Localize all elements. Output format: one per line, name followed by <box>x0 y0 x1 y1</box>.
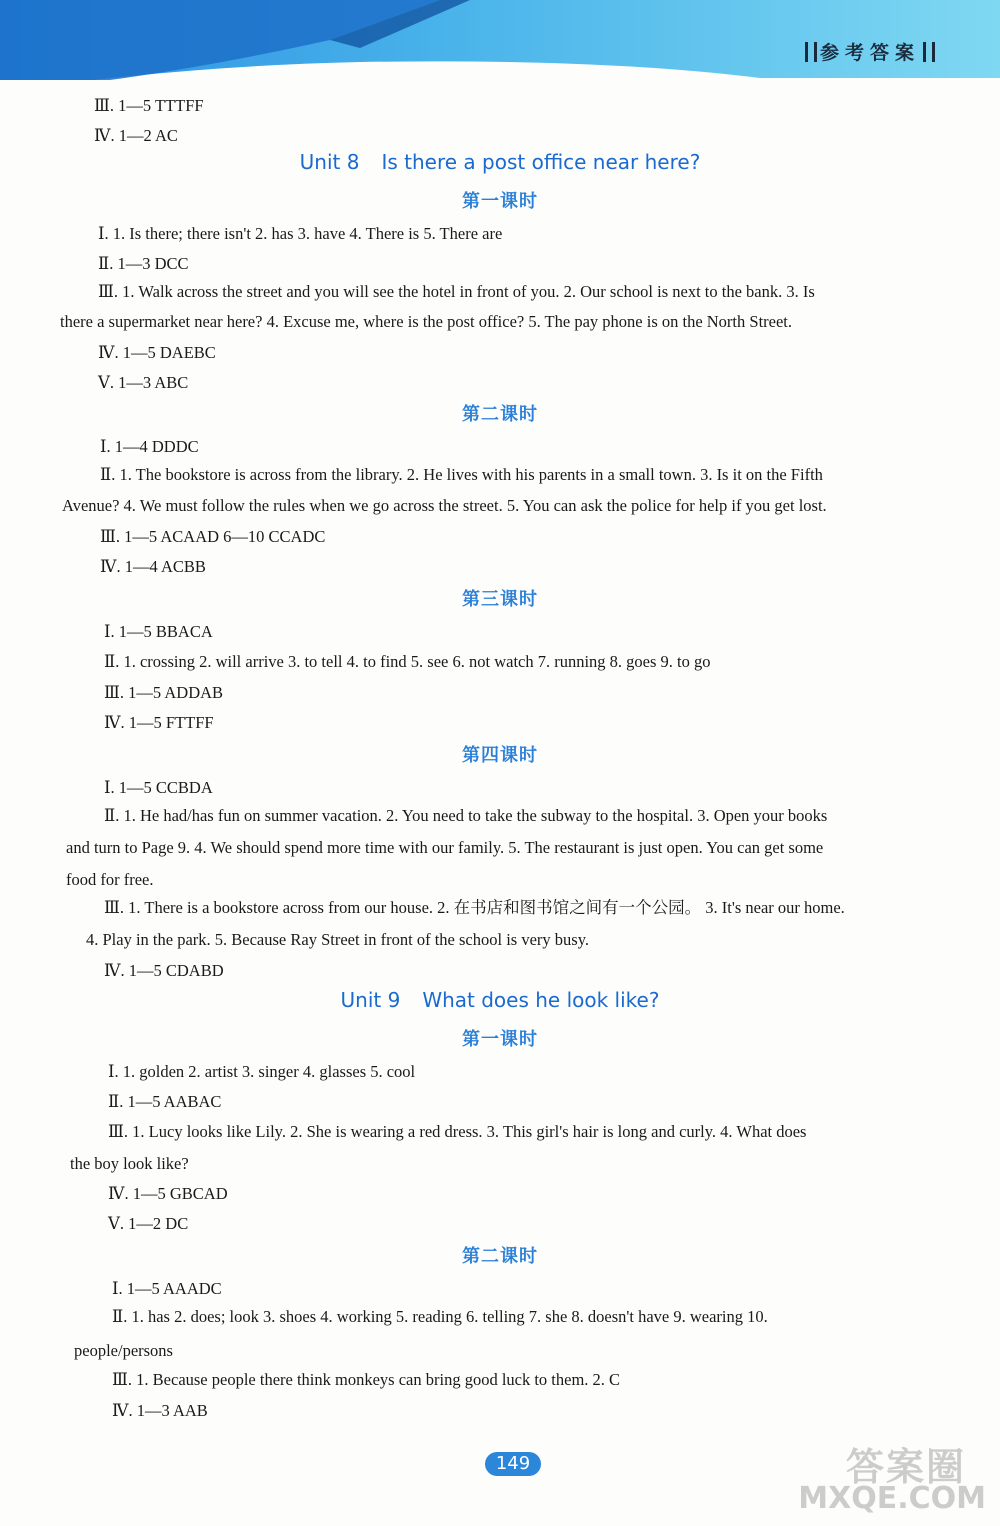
watermark-url: MXQE.COM <box>798 1481 986 1516</box>
lesson-heading: 第三课时 <box>462 589 538 610</box>
answer-line: Ⅲ. 1. Because people there think monkeys can bring good luck to them. 2. C <box>112 1370 621 1389</box>
answer-line: food for free. <box>66 870 154 889</box>
unit-name: Is there a post office near here? <box>381 150 701 174</box>
answer-line: Ⅳ. 1—5 GBCAD <box>108 1184 228 1203</box>
answer-line: Ⅲ. 1. Walk across the street and you will see the hotel in front of you. 2. Our school is next to the bank. 3. Is <box>98 282 815 301</box>
answer-line: Ⅱ. 1. has 2. does; look 3. shoes 4. working 5. reading 6. telling 7. she 8. doesn't have 9. wearing 10. <box>112 1307 768 1326</box>
watermark-logo <box>756 1436 986 1516</box>
unit-9-title <box>0 988 1000 1012</box>
answer-line: the boy look like? <box>70 1154 189 1173</box>
answer-line: Ⅰ. 1—5 AAADC <box>112 1279 222 1298</box>
unit-name: What does he look like? <box>422 988 660 1012</box>
section-label-text: 参考答案 <box>819 42 920 64</box>
answer-line: people/persons <box>74 1341 173 1360</box>
answer-line: Ⅱ. 1—3 DCC <box>98 254 189 273</box>
answer-line: Ⅳ. 1—3 AAB <box>112 1401 208 1420</box>
answer-line: Ⅱ. 1. The bookstore is across from the library. 2. He lives with his parents in a small town. 3. Is it on the Fifth <box>100 465 823 484</box>
lesson-heading: 第一课时 <box>462 191 538 212</box>
answer-line: Ⅰ. 1—5 BBACA <box>104 622 213 641</box>
answer-line: Ⅱ. 1. crossing 2. will arrive 3. to tell 4. to find 5. see 6. not watch 7. running 8. goes 9. to go <box>104 652 711 671</box>
answer-line: Ⅰ. 1—5 CCBDA <box>104 778 213 797</box>
lesson-heading: 第二课时 <box>462 404 538 425</box>
unit-8-title <box>0 150 1000 174</box>
page-number-badge: 149 <box>485 1452 541 1476</box>
answer-line: Ⅳ. 1—5 CDABD <box>104 961 224 980</box>
watermark-main: 答案圈 <box>845 1445 966 1489</box>
answer-line: Ⅲ. 1. There is a bookstore across from our house. 2. 在书店和图书馆之间有一个公园。 3. It's near our home. <box>104 898 845 917</box>
lesson-heading: 第四课时 <box>462 745 538 766</box>
answer-line: Ⅲ. 1—5 ACAAD 6—10 CCADC <box>100 527 326 546</box>
answer-line: Ⅱ. 1—5 AABAC <box>108 1092 222 1111</box>
answer-line: Ⅴ. 1—3 ABC <box>98 373 189 392</box>
answer-line: Ⅰ. 1—4 DDDC <box>100 437 199 456</box>
answer-line: there a supermarket near here? 4. Excuse me, where is the post office? 5. The pay phone is on the North Street. <box>60 312 793 331</box>
answer-line: Ⅳ. 1—4 ACBB <box>100 557 206 576</box>
answer-line: Ⅰ. 1. Is there; there isn't 2. has 3. have 4. There is 5. There are <box>98 224 503 243</box>
answer-line: Ⅳ. 1—2 AC <box>94 126 178 145</box>
answer-line: Ⅲ. 1. Lucy looks like Lily. 2. She is wearing a red dress. 3. This girl's hair is long and curly. 4. What does <box>108 1122 807 1141</box>
answer-line: Ⅳ. 1—5 DAEBC <box>98 343 216 362</box>
answer-line: 4. Play in the park. 5. Because Ray Street in front of the school is very busy. <box>86 930 589 949</box>
lesson-heading: 第二课时 <box>462 1246 538 1267</box>
unit-number: Unit 8 <box>299 150 360 174</box>
answer-line: Ⅲ. 1—5 TTTFF <box>94 96 204 115</box>
answer-line: Ⅲ. 1—5 ADDAB <box>104 683 224 702</box>
answer-line: and turn to Page 9. 4. We should spend more time with our family. 5. The restaurant is just open. You can get some <box>66 838 824 857</box>
unit-number: Unit 9 <box>340 988 401 1012</box>
lesson-heading: 第一课时 <box>462 1029 538 1050</box>
answer-line: Avenue? 4. We must follow the rules when we go across the street. 5. You can ask the police for help if you get lost. <box>62 496 827 515</box>
answer-line: Ⅴ. 1—2 DC <box>108 1214 189 1233</box>
answer-line: Ⅳ. 1—5 FTTFF <box>104 713 214 732</box>
answer-line: Ⅱ. 1. He had/has fun on summer vacation. 2. You need to take the subway to the hospital. 3. Open your books <box>104 806 828 825</box>
answer-line: Ⅰ. 1. golden 2. artist 3. singer 4. glasses 5. cool <box>108 1062 416 1081</box>
